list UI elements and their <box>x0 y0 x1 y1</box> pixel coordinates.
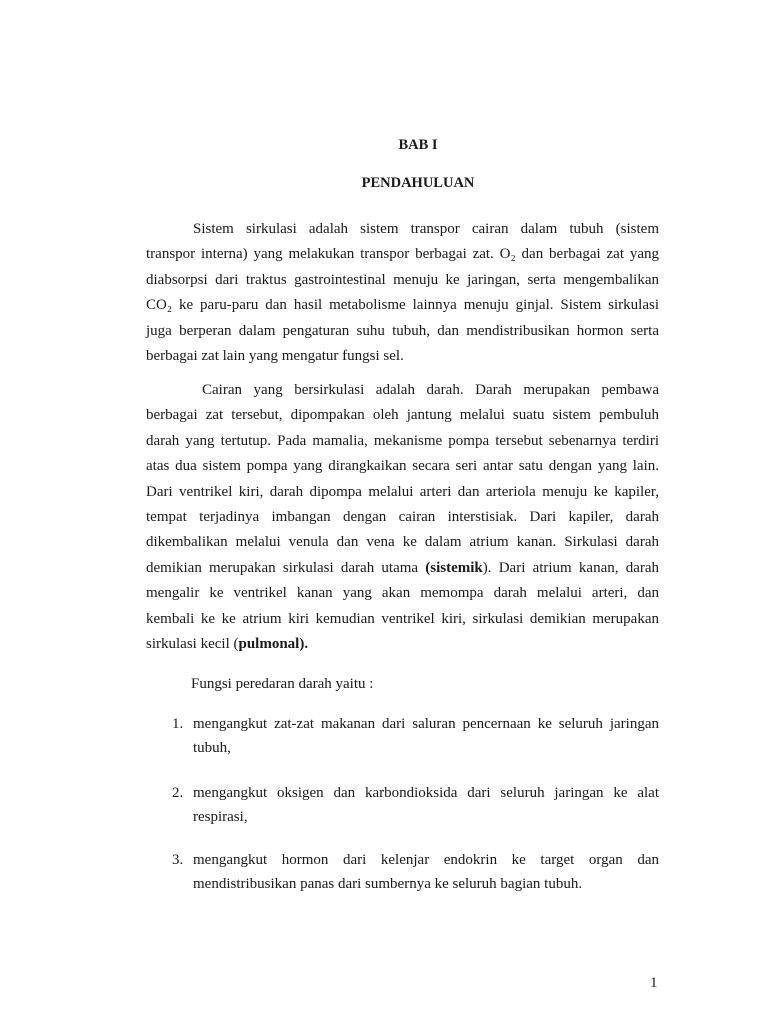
list-item-text: mendistribusikan panas dari sumbernya ke seluruh bagian tubuh. <box>193 876 583 892</box>
paragraph-cairan-darah <box>146 378 659 657</box>
chapter-title: PENDAHULUAN <box>361 175 475 191</box>
list-number: 1. <box>172 716 184 732</box>
list-item-text: mengangkut hormon dari kelenjar endokrin ke target organ dan <box>193 852 659 868</box>
text-segment: berbagai zat tersebut, dipompakan oleh jantung melalui suatu sistem pembuluh <box>146 407 659 424</box>
text-segment: Cairan yang bersirkulasi adalah darah. Darah merupakan pembawa <box>202 382 659 398</box>
text-segment: juga berperan dalam pengaturan suhu tubuh, dan mendistribusikan hormon serta <box>146 322 659 339</box>
text-line <box>146 344 659 369</box>
list-number: 2. <box>172 785 184 801</box>
list-item-text: mengangkut oksigen dan karbondioksida dari seluruh jaringan ke alat <box>193 785 659 801</box>
list-item-text: tubuh, <box>193 740 231 756</box>
text-segment: kembali ke ke atrium kiri kemudian ventrikel kiri, sirkulasi demikian merupakan <box>146 610 659 627</box>
page-number: 1 <box>650 975 658 991</box>
list-intro: Fungsi peredaran darah yaitu : <box>191 676 374 692</box>
text-line <box>146 607 659 632</box>
text-segment: berbagai zat lain yang mengatur fungsi sel. <box>146 347 404 364</box>
text-line <box>146 530 659 555</box>
text-line <box>146 217 659 242</box>
text-segment: atas dua sistem pompa yang dirangkaikan secara seri antar satu dengan yang lain. <box>146 458 659 475</box>
bold-term: (sistemik <box>425 559 483 576</box>
list-number: 3. <box>172 852 184 868</box>
text-segment: transpor interna) yang melakukan transpor berbagai zat. O₂ dan berbagai zat yang <box>146 246 659 263</box>
text-segment: tempat terjadinya imbangan dengan cairan interstisiak. Dari kapiler, darah <box>146 508 659 525</box>
text-segment: sirkulasi kecil ( <box>146 635 239 652</box>
text-line <box>146 242 659 267</box>
text-segment: mengalir ke ventrikel kanan yang akan memompa darah melalui arteri, dan <box>146 585 659 602</box>
list-item <box>172 848 659 896</box>
list-item <box>172 712 659 760</box>
text-line <box>146 319 659 344</box>
text-segment: Dari ventrikel kiri, darah dipompa melalui arteri dan arteriola menuju ke kapiler, <box>146 483 659 500</box>
text-line <box>146 378 659 403</box>
text-segment: diabsorpsi dari traktus gastrointestinal menuju ke jaringan, serta mengembalikan <box>146 271 659 288</box>
list-item-text: respirasi, <box>193 809 248 825</box>
text-segment: demikian merupakan sirkulasi darah utama <box>146 559 426 576</box>
text-line <box>146 505 659 530</box>
text-segment: Sistem sirkulasi adalah sistem transpor cairan dalam tubuh (sistem <box>193 221 659 237</box>
chapter-label: BAB I <box>398 137 438 153</box>
text-segment: CO₂ ke paru-paru dan hasil metabolisme lainnya menuju ginjal. Sistem sirkulasi <box>146 297 659 314</box>
text-line <box>146 429 659 454</box>
text-line <box>146 293 659 318</box>
text-line <box>146 480 659 505</box>
list-item <box>172 781 659 829</box>
text-segment: darah yang tertutup. Pada mamalia, mekanisme pompa tersebut sebenarnya terdiri <box>146 432 659 449</box>
text-line <box>146 454 659 479</box>
text-line <box>146 403 659 428</box>
text-line <box>146 556 659 581</box>
bold-term: pulmonal). <box>238 635 309 652</box>
text-segment: dikembalikan melalui venula dan vena ke dalam atrium kanan. Sirkulasi darah <box>146 534 659 551</box>
list-item-text: mengangkut zat-zat makanan dari saluran pencernaan ke seluruh jaringan <box>193 716 659 732</box>
paragraph-sistem-sirkulasi <box>146 217 659 369</box>
text-segment: ). Dari atrium kanan, darah <box>482 559 660 576</box>
text-line <box>146 581 659 606</box>
text-line <box>146 268 659 293</box>
text-line <box>146 632 659 657</box>
